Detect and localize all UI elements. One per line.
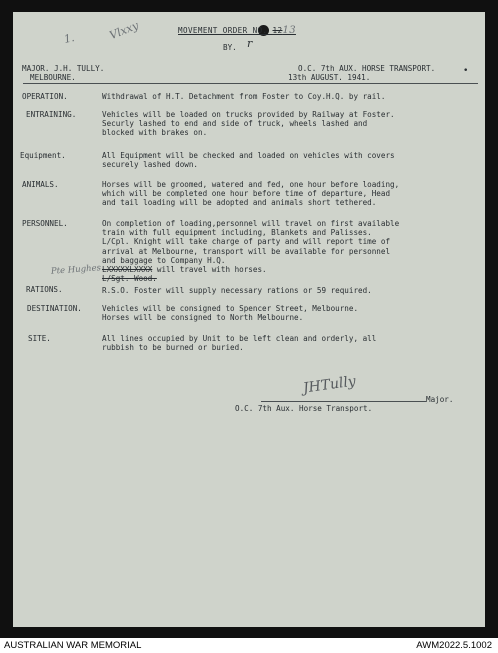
signature-rank: Major. [426, 395, 454, 404]
section-body-operation [102, 92, 482, 101]
handwritten-personnel-note: Pte Hughes [50, 263, 102, 277]
footer-archive-name: AUSTRALIAN WAR MEMORIAL [4, 640, 142, 651]
section-label-operation: OPERATION. [22, 92, 68, 101]
section-body-destination [102, 304, 482, 322]
section-body-entraining [102, 110, 482, 138]
document-title [178, 26, 296, 35]
title-prefix: MOVEMENT ORDER NO. [178, 26, 268, 35]
body-line: Vehicles will be loaded on trucks provided by Railway at Foster. [102, 110, 395, 119]
section-body-personnel [102, 219, 482, 283]
by-handwritten: r [247, 37, 253, 50]
section-label-rations: RATIONS. [26, 285, 63, 294]
document-page [13, 12, 485, 627]
body-line: securely lashed down. [102, 160, 199, 170]
section-body-equipment [102, 151, 482, 169]
title-number-handwritten: 13 [282, 25, 296, 36]
signature-handwritten: JHTully [302, 373, 357, 397]
body-line-horses [102, 265, 482, 274]
ink-speck: • [463, 66, 469, 76]
section-label-destination: DESTINATION. [27, 304, 82, 313]
body-line: All Equipment will be checked and loaded on vehicles with covers [102, 151, 395, 160]
title-number-struck: 12 [272, 26, 283, 35]
struck-name: LXXXXXLXXXX [102, 265, 153, 275]
signature-line [261, 401, 426, 402]
issuing-unit: O.C. 7th AUX. HORSE TRANSPORT. [298, 64, 436, 73]
section-label-animals: ANIMALS. [22, 180, 59, 189]
by-label: BY. [223, 43, 237, 52]
body-line: L/Cpl. Knight will take charge of party and will report time of [102, 237, 391, 247]
signature-title: O.C. 7th Aux. Horse Transport. [235, 404, 373, 413]
body-line: Withdrawal of H.T. Detachment from Foster to Coy.H.Q. by rail. [102, 92, 386, 101]
body-line: train with full equipment including, Blankets and Palisses. [102, 228, 372, 238]
order-date: 13th AUGUST. 1941. [288, 73, 371, 82]
body-line: rubbish to be burned or buried. [102, 343, 244, 353]
body-line: Horses will be consigned to North Melbourne. [102, 313, 304, 323]
body-line: Horses will be groomed, watered and fed, one hour before loading, [102, 180, 400, 189]
header-rule [23, 83, 478, 84]
body-line: On completion of loading,personnel will travel on first available [102, 219, 400, 228]
section-label-personnel: PERSONNEL. [22, 219, 68, 228]
section-label-site: SITE. [28, 334, 51, 343]
body-line: R.S.O. Foster will supply necessary rations or 59 required. [102, 286, 372, 295]
body-line: and baggage to Company H.Q. [102, 255, 226, 265]
addressee-name: MAJOR. J.H. TULLY. [22, 64, 105, 73]
addressee-place: MELBOURNE. [30, 73, 76, 82]
body-line: All lines occupied by Unit to be left clean and orderly, all [102, 334, 377, 343]
handwritten-margin-mark: 1. [62, 31, 76, 46]
section-label-entraining: ENTRAINING. [26, 110, 77, 119]
section-body-animals [102, 180, 482, 208]
body-line: arrival at Melbourne, transport will be available for personnel [102, 246, 391, 256]
body-line: which will be completed one hour before time of departure, Head [102, 189, 391, 199]
body-line: blocked with brakes on. [102, 128, 208, 138]
body-line: and tail loading will be adopted and animals short tethered. [102, 198, 377, 208]
struck-sergeant: L/Sgt. Wood. [102, 274, 157, 284]
footer-accession-number: AWM2022.5.1002 [416, 640, 492, 651]
handwritten-top-note: Vlxxy [107, 18, 141, 43]
section-label-equipment: Equipment. [20, 151, 66, 160]
section-body-rations [102, 286, 482, 295]
body-line: Securly lashed to end and side of truck, wheels lashed and [102, 119, 368, 129]
section-body-site [102, 334, 482, 352]
body-line: Vehicles will be consigned to Spencer Street, Melbourne. [102, 304, 359, 313]
horses-text: will travel with horses. [152, 265, 267, 275]
